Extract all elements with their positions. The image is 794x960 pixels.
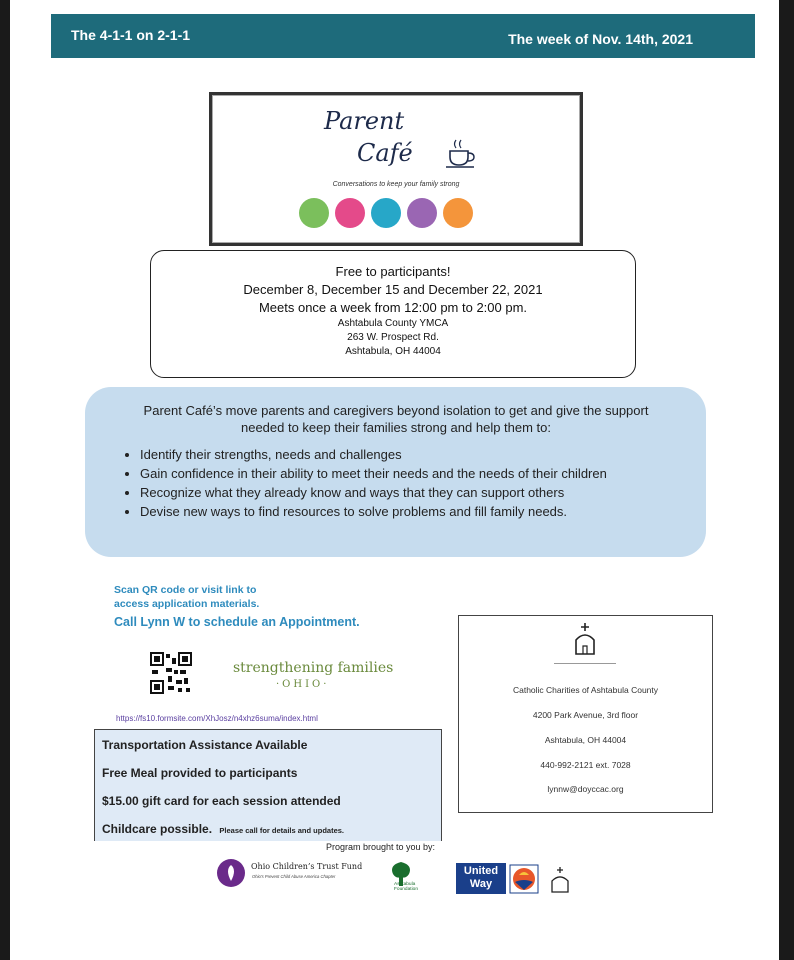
way-word: Way [469, 878, 493, 890]
purple-circle-icon [407, 198, 437, 228]
list-item: • Identify their strengths, needs and challenges [140, 445, 690, 464]
header-banner [51, 14, 755, 58]
blue-circle-icon [371, 198, 401, 228]
childcare-note: Please call for details and updates. [219, 826, 345, 835]
parent-cafe-logo [209, 92, 583, 246]
venue-text: Ashtabula County YMCA [337, 318, 449, 329]
logo-parent-text: Parent [324, 107, 405, 135]
octf-logo-icon [216, 858, 246, 888]
list-item: • Gain confidence in their ability to meet their needs and the needs of their children [140, 464, 690, 483]
list-item: • Recognize what they already know and ways that they can support others [140, 483, 690, 502]
header-left-title: The 4-1-1 on 2-1-1 [71, 27, 191, 43]
scan-line-1: Scan QR code or visit link to [114, 584, 257, 596]
street-text: 263 W. Prospect Rd. [347, 332, 439, 343]
foundation-name: Ashtabula Foundation [394, 882, 419, 892]
united-word: United [463, 865, 499, 877]
org-email[interactable]: lynnw@doyccac.org [547, 784, 624, 794]
description-box [85, 387, 706, 557]
church-icon [572, 622, 598, 656]
orange-circle-icon [443, 198, 473, 228]
benefits-box [94, 729, 442, 841]
childcare-text: Childcare possible. [102, 822, 213, 836]
event-info-box [150, 250, 636, 378]
org-name: Catholic Charities of Ashtabula County [512, 685, 659, 695]
brought-text: Program brought to you by: [326, 842, 436, 852]
childcare-line [102, 822, 344, 836]
flyer-page [10, 0, 779, 960]
scan-line-2: access application materials. [114, 598, 260, 610]
application-link[interactable]: https://fs10.formsite.com/XhJosz/n4xhz6suma/index.html [116, 714, 318, 723]
free-text: Free to participants! [335, 264, 451, 279]
dates-text: December 8, December 15 and December 22, 2021 [243, 282, 543, 297]
united-way-hand-icon [509, 864, 539, 894]
octf-name: Ohio Children’s Trust Fund [251, 862, 363, 871]
logo-tagline: Conversations to keep your family strong [332, 181, 460, 188]
qr-code-icon[interactable] [150, 652, 192, 694]
sponsor-logos [216, 856, 571, 898]
united-way-logo [456, 863, 506, 894]
green-circle-icon [299, 198, 329, 228]
benefit-list [120, 445, 690, 521]
strengthening-ohio-text: ·OHIO· [276, 679, 330, 690]
logo-cafe-text: Café [357, 139, 413, 167]
transport-text: Transportation Assistance Available [102, 738, 308, 752]
org-city: Ashtabula, OH 44004 [544, 735, 627, 745]
gift-card-text: $15.00 gift card for each session attended [102, 794, 341, 808]
org-phone: 440-992-2121 ext. 7028 [540, 760, 631, 770]
description-intro: Parent Café’s move parents and caregivers beyond isolation to get and give the support needed to keep their families strong and help them to: [143, 403, 649, 435]
logo-circles [299, 198, 473, 228]
list-item: • Devise new ways to find resources to solve problems and fill family needs. [140, 502, 690, 521]
pink-circle-icon [335, 198, 365, 228]
call-text: Call Lynn W to schedule an Appointment. [114, 615, 360, 629]
meets-text: Meets once a week from 12:00 pm to 2:00 pm. [258, 300, 528, 315]
header-right-title: The week of Nov. 14th, 2021 [508, 31, 693, 47]
contact-box [458, 615, 713, 813]
scan-instructions [114, 583, 259, 611]
strengthening-families-logo: strengthening families [233, 660, 394, 676]
org-address: 4200 Park Avenue, 3rd floor [532, 710, 639, 720]
logo-divider [554, 663, 616, 664]
city-text: Ashtabula, OH 44004 [345, 346, 441, 357]
octf-subtitle: Ohio's Prevent Child Abuse America Chapter [252, 874, 336, 879]
meal-text: Free Meal provided to participants [102, 766, 298, 780]
church-small-icon [549, 866, 571, 894]
coffee-cup-icon [444, 137, 480, 171]
